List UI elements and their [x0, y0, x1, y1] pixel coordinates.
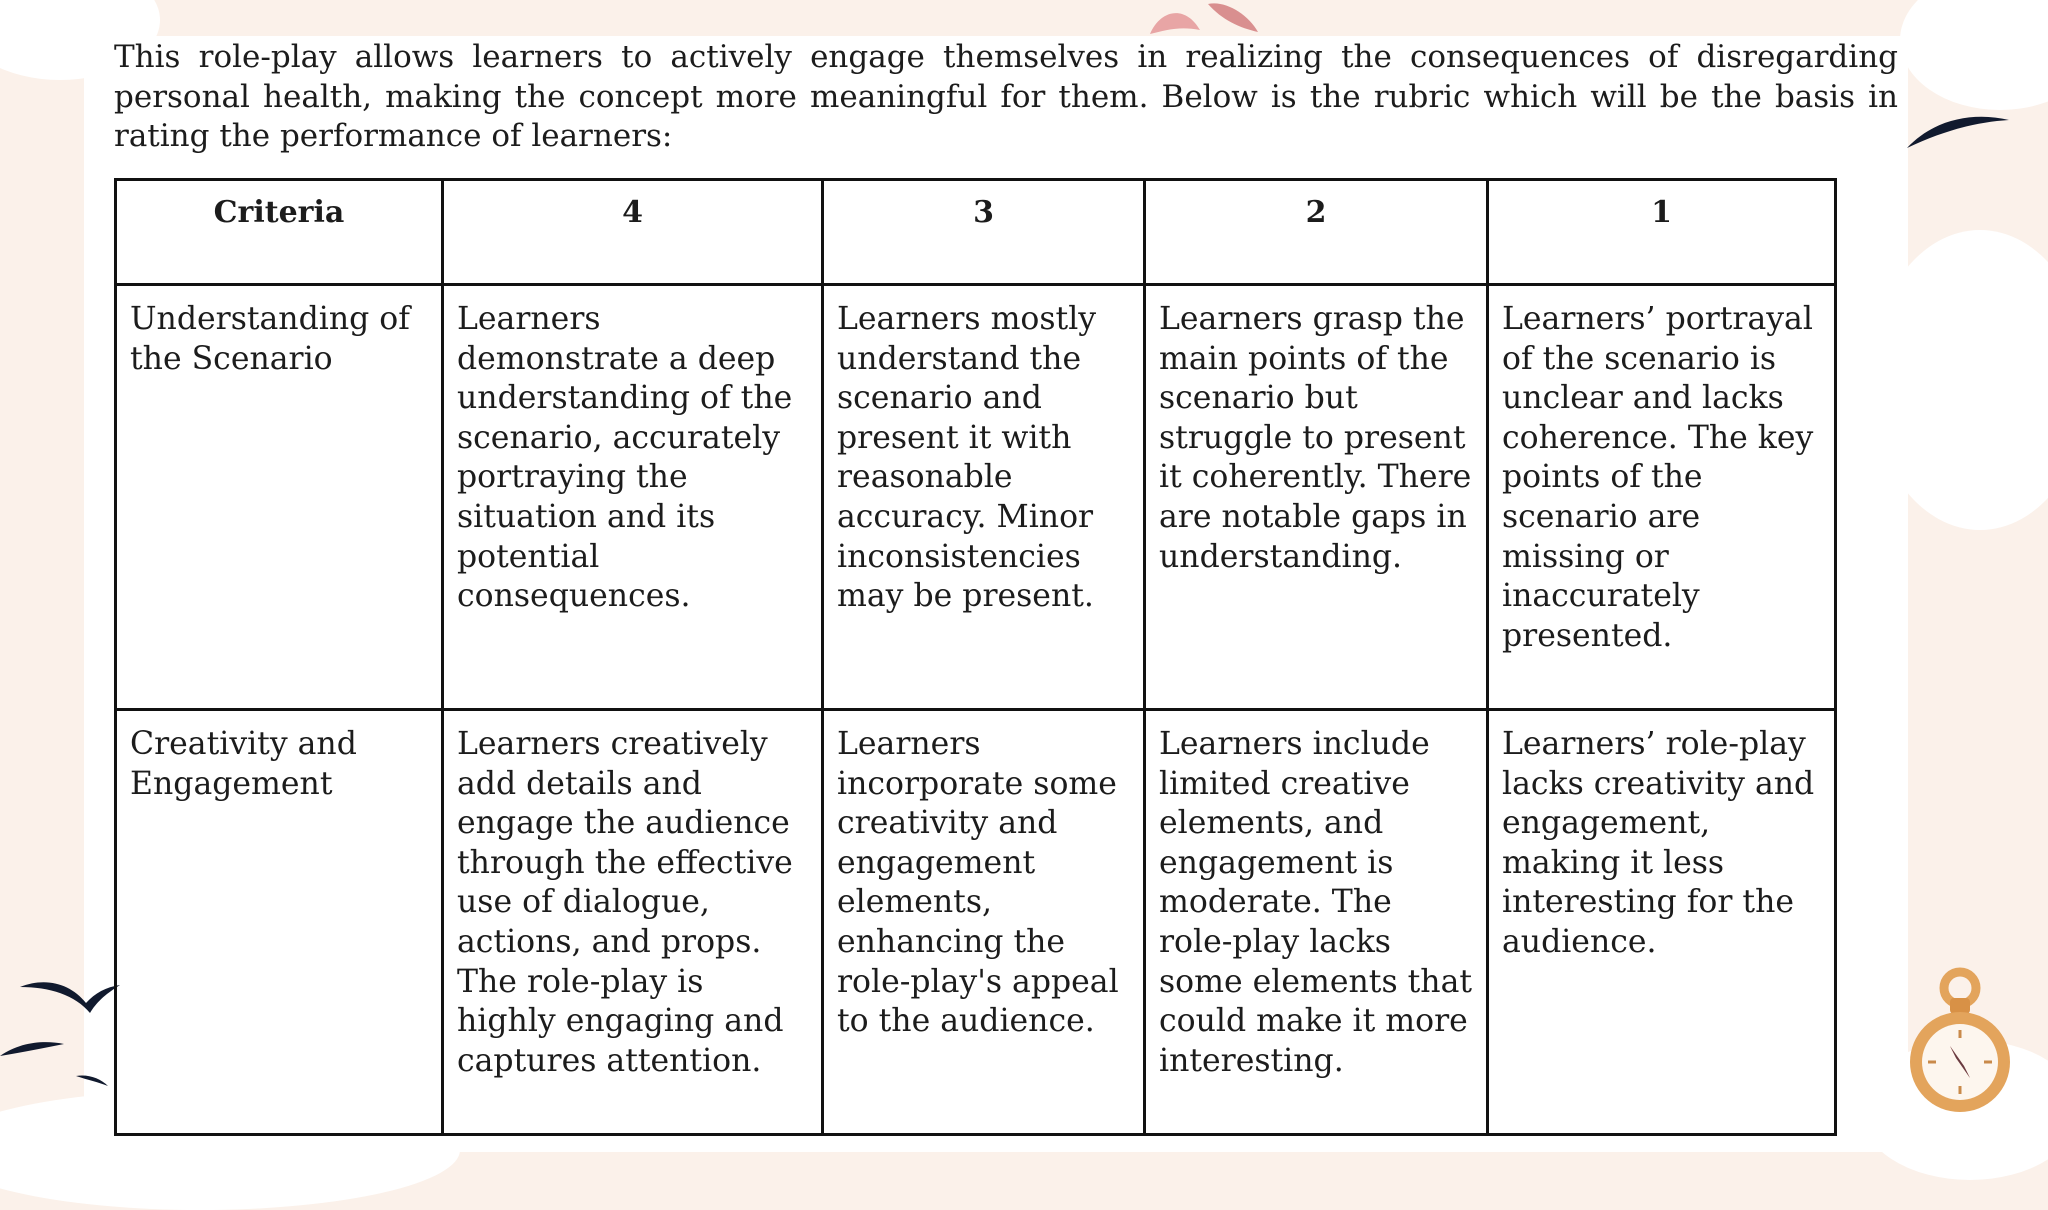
petal-icon: [1130, 0, 1290, 40]
cloud-decoration: [1900, 0, 2048, 110]
header-score-4: 4: [443, 180, 823, 285]
score-2-cell: Learners include limited creative elements, and engagement is moderate. The role-play lacks some elements that could make it more interesting.: [1145, 710, 1488, 1135]
compass-icon: [1900, 966, 2020, 1116]
header-score-1: 1: [1488, 180, 1836, 285]
bird-icon: [0, 1030, 80, 1066]
table-row: [116, 710, 1836, 1135]
score-4-cell: Learners demonstrate a deep understanding of the scenario, accurately portraying the situation and its potential consequences.: [443, 285, 823, 710]
score-3-cell: Learners incorporate some creativity and engagement elements, enhancing the role-play's appeal to the audience.: [823, 710, 1145, 1135]
bird-icon: [76, 1072, 116, 1092]
score-2-cell: Learners grasp the main points of the scenario but struggle to present it coherently. There are notable gaps in understanding.: [1145, 285, 1488, 710]
score-1-cell: Learners’ portrayal of the scenario is unclear and lacks coherence. The key points of the scenario are missing or inaccurately presented.: [1488, 285, 1836, 710]
intro-paragraph: This role-play allows learners to actively engage themselves in realizing the consequences of disregarding personal health, making the concept more meaningful for them. Below is the rubric which will be the basis in rating the performance of learners:: [114, 39, 1898, 154]
header-score-2: 2: [1145, 180, 1488, 285]
rubric-table: [114, 178, 1837, 1136]
header-score-3: 3: [823, 180, 1145, 285]
bird-icon: [20, 975, 120, 1015]
table-header-row: [116, 180, 1836, 285]
header-criteria: Criteria: [116, 180, 443, 285]
score-4-cell: Learners creatively add details and engage the audience through the effective use of dialogue, actions, and props. The role-play is highly engaging and captures attention.: [443, 710, 823, 1135]
score-1-cell: Learners’ role-play lacks creativity and engagement, making it less interesting for the audience.: [1488, 710, 1836, 1135]
criteria-cell: Creativity and Engagement: [116, 710, 443, 1135]
bird-icon: [1905, 108, 2045, 158]
criteria-cell: Understanding of the Scenario: [116, 285, 443, 710]
score-3-cell: Learners mostly understand the scenario and present it with reasonable accuracy. Minor inconsistencies may be present.: [823, 285, 1145, 710]
table-row: [116, 285, 1836, 710]
